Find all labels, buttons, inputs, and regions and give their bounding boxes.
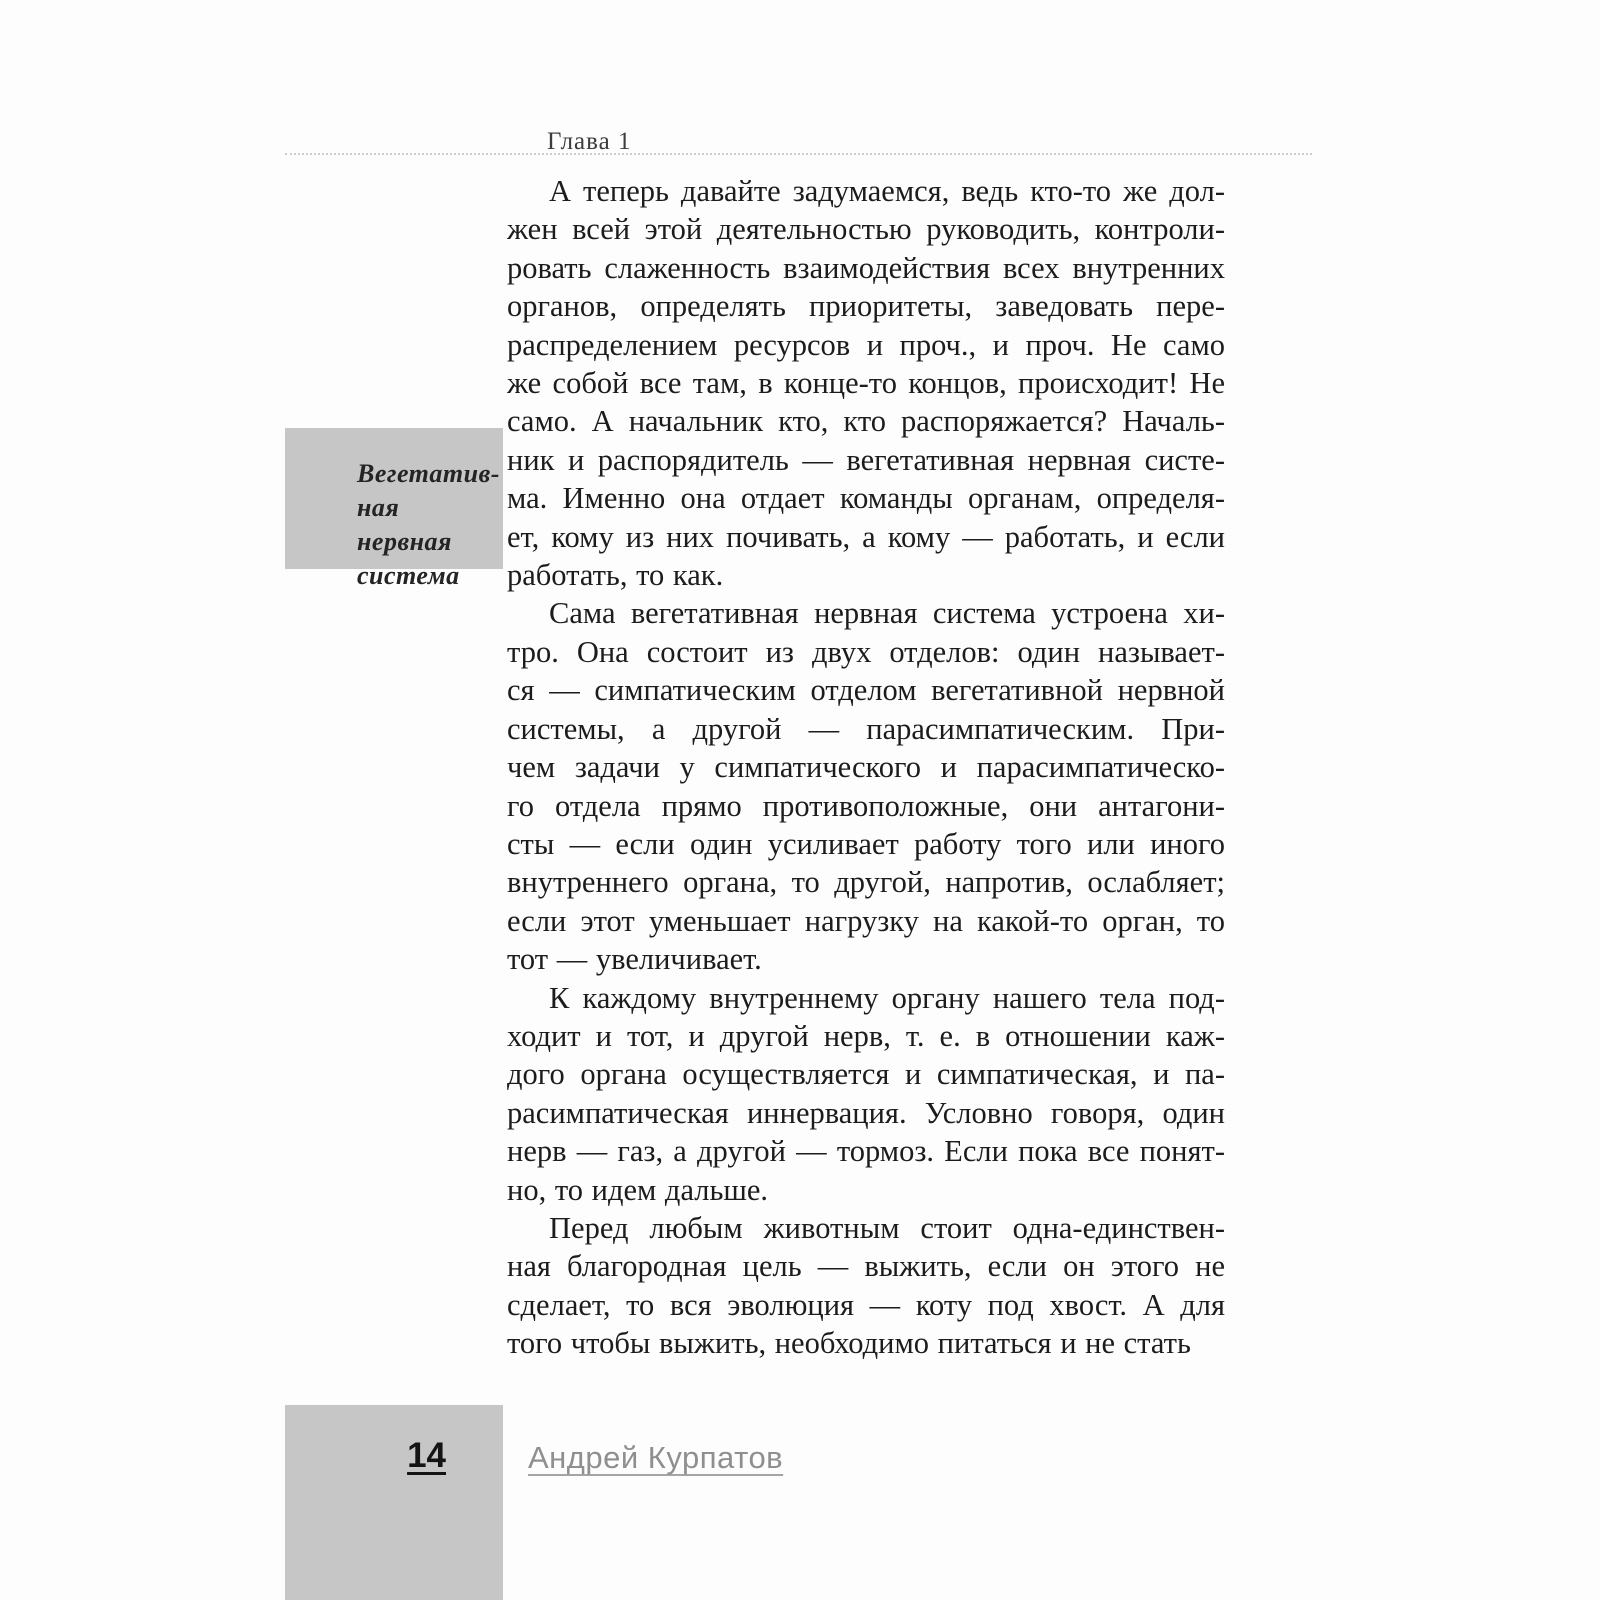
- body-paragraph: [507, 594, 1225, 978]
- text-line: тро. Она состоит из двух отделов: один называет-: [507, 634, 1225, 669]
- footer-page-box: [285, 1405, 503, 1600]
- text-line: сты — если один усиливает работу того или иного: [507, 826, 1225, 861]
- text-line: нерв — газ, а другой — тормоз. Если пока все понят-: [507, 1134, 1225, 1169]
- text-line: того чтобы выжить, необходимо питаться и не стать: [507, 1326, 1191, 1361]
- text-line: ма. Именно она отдает команды органам, определя-: [507, 481, 1225, 516]
- chapter-divider-rule: [285, 153, 1312, 155]
- text-line: дого органа осуществляется и симпатическая, и па-: [507, 1057, 1225, 1092]
- text-line: ник и распорядитель — вегетативная нервная систе-: [507, 442, 1225, 477]
- text-line: Перед любым животным стоит одна-единствен-: [549, 1210, 1225, 1245]
- text-line: К каждому внутреннему органу нашего тела под-: [549, 980, 1225, 1015]
- text-line: само. А начальник кто, кто распоряжается? Началь-: [507, 404, 1225, 439]
- text-line: го отдела прямо противоположные, они антагони-: [507, 788, 1225, 823]
- body-paragraph: [507, 979, 1225, 1209]
- margin-note-line: Вегетатив-: [357, 459, 500, 488]
- text-line: ровать слаженность взаимодействия всех внутренних: [507, 250, 1225, 285]
- text-line: но, то идем дальше.: [507, 1172, 769, 1207]
- text-line: Сама вегетативная нервная система устроена хи-: [549, 596, 1225, 631]
- chapter-title: Глава 1: [547, 128, 632, 155]
- text-line: системы, а другой — парасимпатическим. При-: [507, 711, 1225, 746]
- page-number: 14: [407, 1436, 446, 1475]
- author-name: Андрей Курпатов: [528, 1440, 784, 1475]
- text-line: чем задачи у симпатического и парасимпатическо-: [507, 750, 1225, 785]
- text-line: ная благородная цель — выжить, если он этого не: [507, 1249, 1225, 1284]
- text-line: же собой все там, в конце-то концов, происходит! Не: [507, 366, 1225, 401]
- text-line: если этот уменьшает нагрузку на какой-то орган, то: [507, 903, 1225, 938]
- text-line: внутреннего органа, то другой, напротив, ослабляет;: [507, 865, 1225, 900]
- text-line: распределением ресурсов и проч., и проч. Не само: [507, 327, 1225, 362]
- text-line: работать, то как.: [507, 558, 724, 593]
- margin-note-line: система: [357, 561, 460, 590]
- margin-note-text: [357, 457, 499, 593]
- text-line: ся — симпатическим отделом вегетативной нервной: [507, 673, 1225, 708]
- text-line: сделает, то вся эволюция — коту под хвост. А для: [507, 1287, 1225, 1322]
- body-paragraph: [507, 1209, 1225, 1363]
- body-text-column: [507, 172, 1225, 1363]
- margin-note-line: ная нервная: [357, 493, 452, 556]
- text-line: ходит и тот, и другой нерв, т. е. в отношении каж-: [507, 1018, 1225, 1053]
- text-line: тот — увеличивает.: [507, 942, 762, 977]
- body-paragraph: [507, 172, 1225, 594]
- text-line: ет, кому из них почивать, а кому — работать, и если: [507, 519, 1225, 554]
- text-line: расимпатическая иннервация. Условно говоря, один: [507, 1095, 1225, 1130]
- text-line: А теперь давайте задумаемся, ведь кто-то же дол-: [549, 174, 1225, 208]
- text-line: жен всей этой деятельностью руководить, контроли-: [507, 212, 1225, 247]
- margin-note-box: [285, 428, 503, 590]
- text-line: органов, определять приоритеты, заведовать пере-: [507, 289, 1225, 324]
